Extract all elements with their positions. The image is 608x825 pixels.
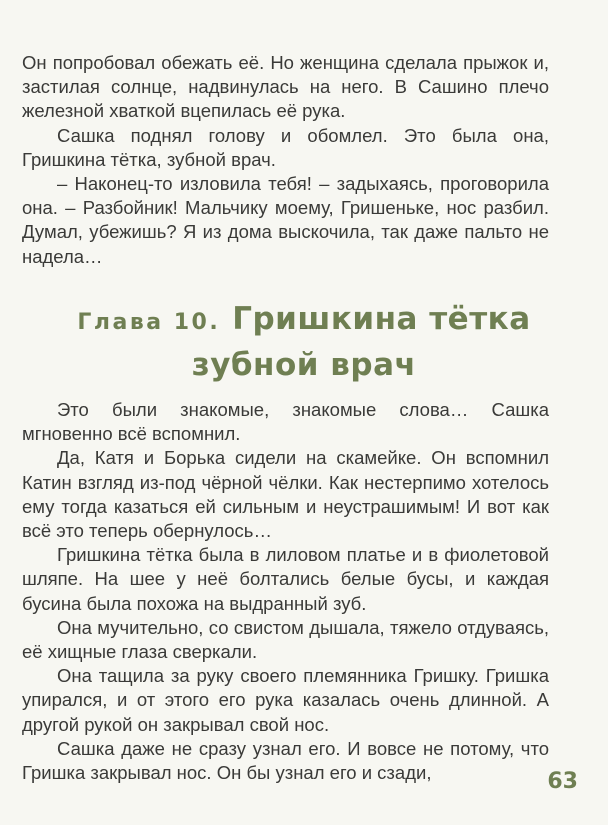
previous-chapter-text	[22, 51, 549, 269]
paragraph: Он попробовал обежать её. Но женщина сделала прыжок и, застилая солнце, надвинулась на него. В Сашино плечо железной хваткой вцепилась её рука.	[22, 52, 549, 122]
page-number: 63	[547, 769, 578, 794]
chapter-heading-line-1	[0, 298, 608, 340]
paragraph: Да, Катя и Борька сидели на скамейке. Он вспомнил Катин взгляд из-под чёрной чёлки. Как нестерпимо хотелось ему тогда казаться ей сильным и неустрашимым! И вот как всё это теперь обернулось…	[22, 447, 549, 542]
paragraph: Она мучительно, со свистом дышала, тяжело отдуваясь, её хищные глаза сверкали.	[22, 616, 549, 663]
chapter-heading-line-2	[0, 342, 608, 388]
chapter-label: Глава 10.	[77, 310, 221, 335]
paragraph: – Наконец-то изловила тебя! – задыхаясь, проговорила она. – Разбойник! Мальчику моему, Гришеньке, нос разбил. Думал, убежишь? Я из дома выскочила, так даже пальто не надела…	[22, 173, 549, 267]
paragraph: Гришкина тётка была в лиловом платье и в фиолетовой шляпе. На шее у неё болтались белые бусы, и каждая бусина была похожа на выдранный зуб.	[22, 544, 549, 614]
paragraph: Сашка даже не сразу узнал его. И вовсе не потому, что Гришка закрывал нос. Он бы узнал его и сзади,	[22, 737, 549, 784]
paragraph: Она тащила за руку своего племянника Гришку. Гришка упирался, и от этого его рука казалась очень длинной. А другой рукой он закрывал свой нос.	[22, 665, 549, 735]
chapter-title-part-2: зубной врач	[191, 347, 417, 383]
chapter-heading	[0, 298, 608, 388]
chapter-title-part-1: Гришкина тётка	[232, 301, 531, 337]
paragraph: Это были знакомые, знакомые слова… Сашка мгновенно всё вспомнил.	[22, 399, 549, 445]
paragraph: Сашка поднял голову и обомлел. Это была она, Гришкина тётка, зубной врач.	[22, 124, 549, 170]
chapter-body-text	[22, 398, 549, 785]
